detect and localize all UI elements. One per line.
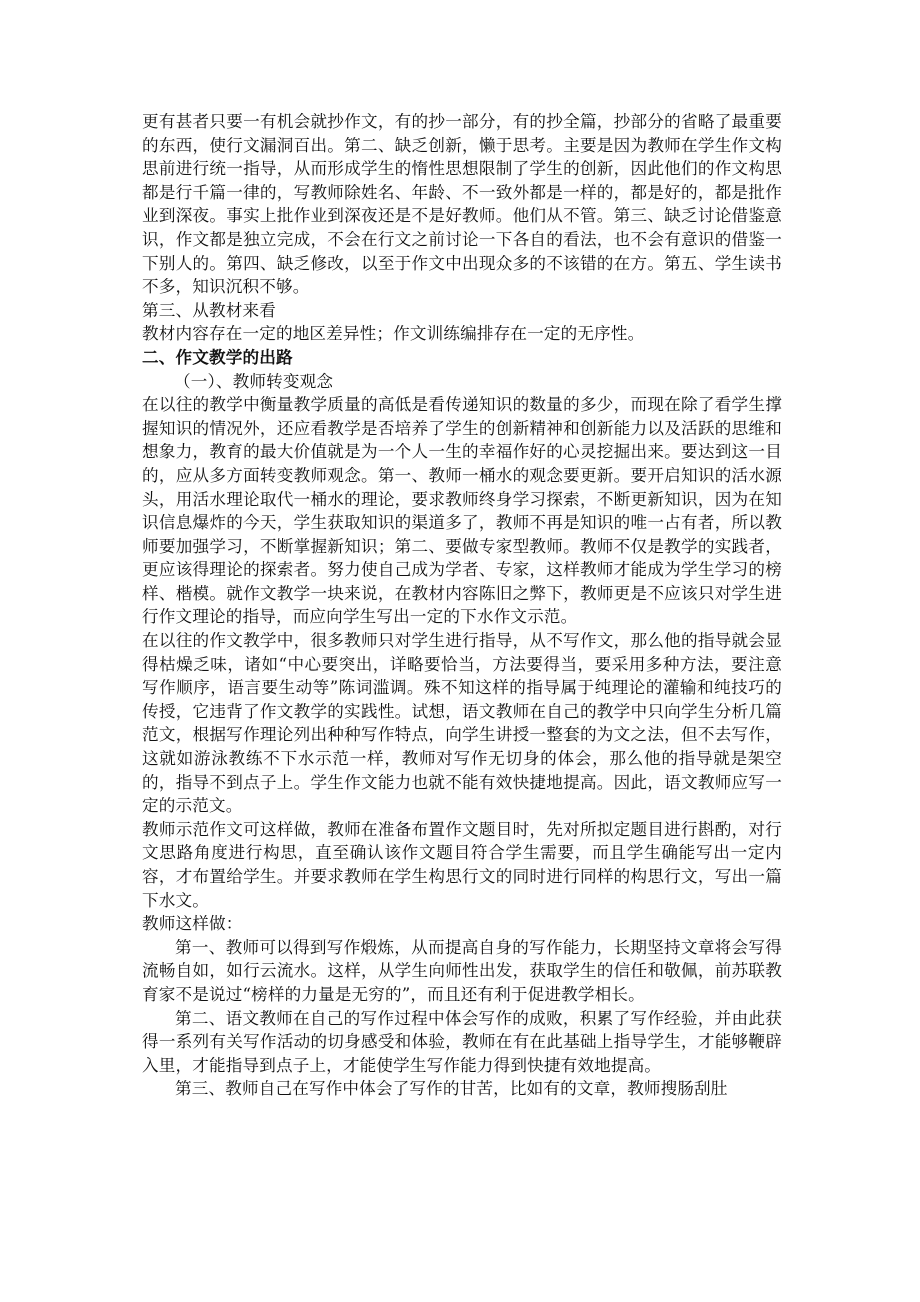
body-paragraph: 在以往的作文教学中，很多教师只对学生进行指导，从不写作文，那么他的指导就会显得枯燥乏味，诸如“中心要突出，详略要恰当，方法要得当，要采用多种方法，要注意写作顺序，语言要生动等”陈词滥调。殊不知这样的指导属于纯理论的灌输和纯技巧的传授，它违背了作文教学的实践性。试想，语文教师在自己的教学中只向学生分析几篇范文，根据写作理论列出种种写作特点，向学生讲授一整套的为文之法，但不去写作，这就如游泳教练不下水示范一样，教师对写作无切身的体会，那么他的指导就是架空的，指导不到点子上。学生作文能力也就不能有效快捷地提高。因此，语文教师应写一定的示范文。 (142, 631, 782, 816)
subsection-heading: （一）、教师转变观念 (174, 371, 334, 391)
document-page (142, 110, 782, 1101)
body-paragraph: 第一、教师可以得到写作煅炼，从而提高自身的写作能力，长期坚持文章将会写得流畅自如，如行云流水。这样，从学生向师性出发，获取学生的信任和敬佩，前苏联教育家不是说过“榜样的力量是无穷的”，而且还有利于促进教学相长。 (142, 937, 782, 1004)
body-paragraph: 第二、语文教师在自己的写作过程中体会写作的成败，积累了写作经验，并由此获得一系列有关写作活动的切身感受和体验，教师在有在此基础上指导学生，才能够鞭辟入里，才能指导到点子上，才能使学生写作能力得到快捷有效地提高。 (142, 1008, 782, 1075)
body-paragraph: 第三、教师自己在写作中体会了写作的甘苦，比如有的文章，教师搜肠刮肚 (175, 1079, 728, 1099)
body-paragraph: 教材内容存在一定的地区差异性；作文训练编排存在一定的无序性。 (142, 324, 645, 344)
body-paragraph: 教师示范作文可这样做，教师在准备布置作文题目时，先对所拟定题目进行斟酌，对行文思路角度进行构思，直至确认该作文题目符合学生需要，而且学生确能写出一定内容，才布置给学生。并要求教师在学生构思行文的同时进行同样的构思行文，写出一篇下水文。 (142, 819, 782, 910)
body-paragraph: 教师这样做： (142, 914, 243, 934)
section-subtitle: 第三、从教材来看 (142, 300, 276, 320)
section-heading: 二、作文教学的出路 (142, 346, 293, 367)
body-paragraph: 更有甚者只要一有机会就抄作文，有的抄一部分，有的抄全篇，抄部分的省略了最重要的东西，使行文漏洞百出。第二、缺乏创新，懒于思考。主要是因为教师在学生作文构思前进行统一指导，从而形成学生的惰性思想限制了学生的创新，因此他们的作文构思都是行千篇一律的，写教师除姓名、年龄、不一致外都是一样的，都是好的，都是批作业到深夜。事实上批作业到深夜还是不是好教师。他们从不管。第三、缺乏讨论借鉴意识，作文都是独立完成，不会在行文之前讨论一下各自的看法，也不会有意识的借鉴一下别人的。第四、缺乏修改，以至于作文中出现众多的不该错的在方。第五、学生读书不多，知识沉积不够。 (142, 112, 782, 297)
body-paragraph: 在以往的教学中衡量教学质量的高低是看传递知识的数量的多少，而现在除了看学生撑握知识的情况外，还应看教学是否培养了学生的创新精神和创新能力以及活跃的思维和想象力，教育的最大价值就是为一个人一生的幸福作好的心灵挖掘出来。要达到这一目的，应从多方面转变教师观念。第一、教师一桶水的观念要更新。要开启知识的活水源头，用活水理论取代一桶水的理论，要求教师终身学习探索，不断更新知识，因为在知识信息爆炸的今天，学生获取知识的渠道多了，教师不再是知识的唯一占有者，所以教师要加强学习，不断掌握新知识；第二、要做专家型教师。教师不仅是教学的实践者，更应该得理论的探索者。努力使自己成为学者、专家，这样教师才能成为学生学习的榜样、楷模。就作文教学一块来说，在教材内容陈旧之弊下，教师更是不应该只对学生进行作文理论的指导，而应向学生写出一定的下水作文示范。 (142, 395, 782, 627)
